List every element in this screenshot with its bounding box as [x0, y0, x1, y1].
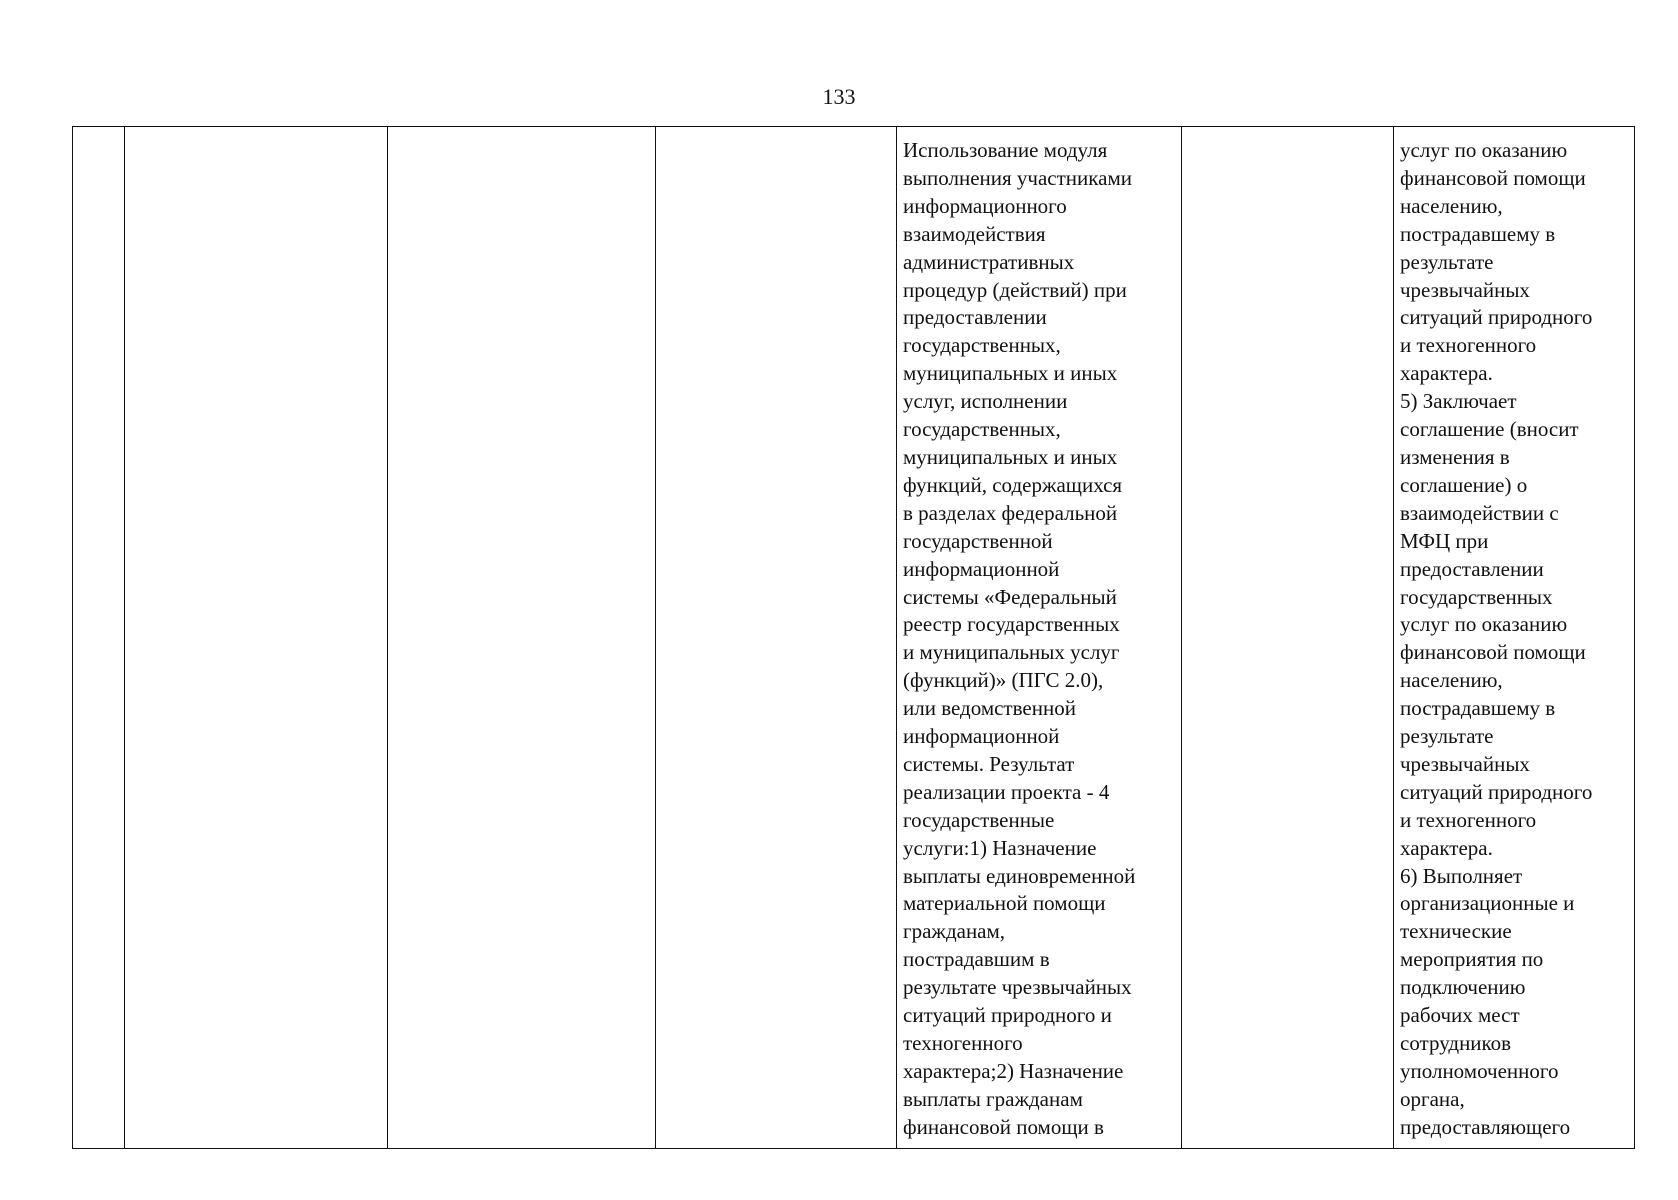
table-cell-col1 [73, 127, 125, 1149]
document-table [72, 126, 1635, 1149]
table-cell-col7: услуг по оказанию финансовой помощи населению, пострадавшему в результате чрезвычайных ситуаций природного и техногенного характера. 5) Заключает соглашение (вносит изменения в соглашение) о взаимодействии с МФЦ при предоставлении государственных услуг по оказанию финансовой помощи населению, пострадавшему в результате чрезвычайных ситуаций природного и техногенного характера. 6) Выполняет организационные и технические мероприятия по подключению рабочих мест сотрудников уполномоченного органа, предоставляющего [1394, 127, 1635, 1149]
table-row [73, 127, 1635, 1149]
table-cell-col2 [125, 127, 388, 1149]
page-number: 133 [822, 84, 856, 109]
table-cell-col6 [1182, 127, 1394, 1149]
table-cell-col4 [656, 127, 897, 1149]
table-cell-col3 [388, 127, 656, 1149]
table-cell-col5: Использование модуля выполнения участниками информационного взаимодействия административных процедур (действий) при предоставлении государственных, муниципальных и иных услуг, исполнении государственных, муниципальных и иных функций, содержащихся в разделах федеральной государственной информационной системы «Федеральный реестр государственных и муниципальных услуг (функций)» (ПГС 2.0), или ведомственной информационной системы. Результат реализации проекта - 4 государственные услуги:1) Назначение выплаты единовременной материальной помощи гражданам, пострадавшим в результате чрезвычайных ситуаций природного и техногенного характера;2) Назначение выплаты гражданам финансовой помощи в [897, 127, 1182, 1149]
